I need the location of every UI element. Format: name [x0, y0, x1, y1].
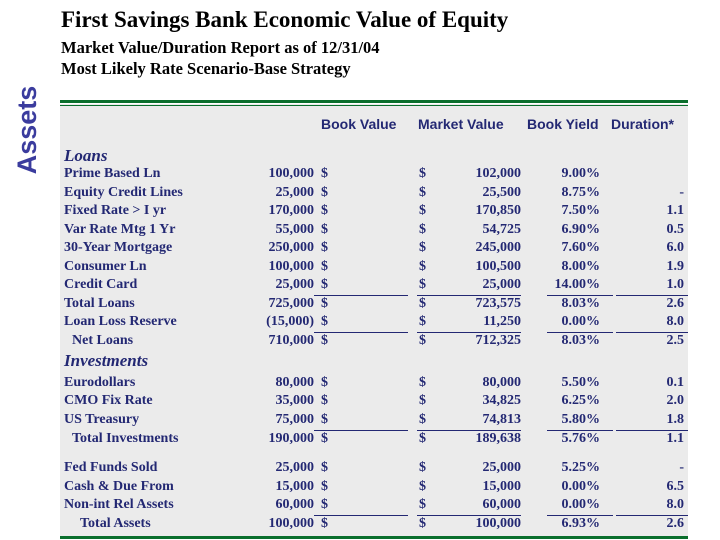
section-heading-investments: Investments: [64, 351, 149, 370]
cell-label: Consumer Ln: [64, 259, 147, 274]
cell-market-value: 245,000: [475, 240, 521, 255]
cell-market-value: 25,500: [482, 185, 521, 200]
cell-cur1: $: [321, 240, 328, 255]
cell-cur1: $: [321, 497, 328, 512]
cell-cur2: $: [419, 497, 426, 512]
cell-cur1: $: [321, 375, 328, 390]
cell-cur1: $: [321, 203, 328, 218]
cell-duration: 2.5: [666, 333, 684, 348]
total-underline: [314, 295, 408, 296]
cell-book-value: 60,000: [275, 497, 314, 512]
cell-cur1: $: [321, 296, 328, 311]
cell-duration: 0.5: [666, 222, 684, 237]
cell-label: Net Loans: [72, 333, 134, 348]
cell-book-yield: 5.50%: [561, 375, 600, 390]
cell-duration: 8.0: [666, 497, 684, 512]
cell-book-yield: 7.50%: [561, 203, 600, 218]
cell-market-value: 25,000: [482, 460, 521, 475]
cell-cur1: $: [321, 185, 328, 200]
cell-cur2: $: [419, 375, 426, 390]
cell-cur2: $: [419, 203, 426, 218]
table-row: [0, 222, 720, 241]
cell-book-value: 170,000: [268, 203, 314, 218]
subtitle-line-scenario: Most Likely Rate Scenario-Base Strategy: [61, 59, 351, 78]
cell-duration: 6.5: [666, 479, 684, 494]
cell-book-value: (15,000): [266, 314, 314, 329]
cell-book-value: 25,000: [275, 185, 314, 200]
cell-book-yield: 0.00%: [561, 497, 600, 512]
top-rule-thin: [60, 105, 688, 106]
cell-cur1: $: [321, 333, 328, 348]
table-row: [0, 375, 720, 394]
table-row: [0, 516, 720, 535]
cell-book-yield: 14.00%: [554, 277, 600, 292]
cell-book-value: 35,000: [275, 393, 314, 408]
cell-book-yield: 5.80%: [561, 412, 600, 427]
cell-market-value: 74,813: [482, 412, 521, 427]
cell-book-yield: 8.00%: [561, 259, 600, 274]
cell-market-value: 723,575: [475, 296, 521, 311]
cell-market-value: 80,000: [482, 375, 521, 390]
cell-duration: 1.9: [666, 259, 684, 274]
cell-duration: 8.0: [666, 314, 684, 329]
table-row: [0, 460, 720, 479]
total-underline: [547, 430, 613, 431]
cell-book-yield: 0.00%: [561, 314, 600, 329]
total-underline: [314, 430, 408, 431]
cell-cur1: $: [321, 431, 328, 446]
cell-market-value: 102,000: [475, 166, 521, 181]
cell-cur2: $: [419, 166, 426, 181]
cell-label: 30-Year Mortgage: [64, 240, 173, 255]
cell-book-value: 75,000: [275, 412, 314, 427]
cell-cur1: $: [321, 412, 328, 427]
cell-book-value: 100,000: [268, 259, 314, 274]
cell-duration: 1.1: [666, 203, 684, 218]
cell-market-value: 60,000: [482, 497, 521, 512]
cell-book-yield: 0.00%: [561, 479, 600, 494]
side-label-assets: Assets: [12, 85, 42, 175]
total-underline: [616, 295, 688, 296]
table-row: [0, 431, 720, 450]
total-underline: [314, 332, 408, 333]
total-underline: [417, 430, 521, 431]
cell-market-value: 189,638: [475, 431, 521, 446]
cell-label: Prime Based Ln: [64, 166, 161, 181]
cell-duration: 1.1: [666, 431, 684, 446]
cell-cur1: $: [321, 516, 328, 531]
table-row: [0, 333, 720, 352]
cell-label: Non-int Rel Assets: [64, 497, 174, 512]
page-title: First Savings Bank Economic Value of Equity: [61, 7, 509, 32]
cell-duration: 2.6: [666, 296, 684, 311]
cell-book-yield: 8.03%: [561, 296, 600, 311]
cell-book-value: 725,000: [268, 296, 314, 311]
cell-market-value: 100,500: [475, 259, 521, 274]
total-underline: [314, 515, 408, 516]
cell-book-value: 15,000: [275, 479, 314, 494]
cell-market-value: 170,850: [475, 203, 521, 218]
cell-book-yield: 8.75%: [561, 185, 600, 200]
table-row: [0, 296, 720, 315]
total-underline: [547, 332, 613, 333]
table-row: [0, 203, 720, 222]
cell-cur2: $: [419, 240, 426, 255]
section-heading-loans: Loans: [64, 146, 108, 165]
cell-cur2: $: [419, 277, 426, 292]
cell-duration: 6.0: [666, 240, 684, 255]
cell-cur1: $: [321, 314, 328, 329]
cell-cur2: $: [419, 393, 426, 408]
cell-book-yield: 7.60%: [561, 240, 600, 255]
total-underline: [547, 295, 613, 296]
cell-book-yield: 5.76%: [561, 431, 600, 446]
cell-label: Total Loans: [64, 296, 135, 311]
cell-duration: 2.6: [666, 516, 684, 531]
col-header-duration: Duration*: [611, 116, 674, 132]
cell-book-value: 250,000: [268, 240, 314, 255]
cell-duration: 1.8: [666, 412, 684, 427]
cell-cur2: $: [419, 516, 426, 531]
cell-label: CMO Fix Rate: [64, 393, 153, 408]
cell-cur2: $: [419, 431, 426, 446]
cell-cur2: $: [419, 222, 426, 237]
cell-duration: 2.0: [666, 393, 684, 408]
col-header-book-yield: Book Yield: [527, 116, 599, 132]
cell-cur1: $: [321, 259, 328, 274]
bottom-rule: [60, 536, 688, 539]
cell-book-yield: 6.25%: [561, 393, 600, 408]
cell-book-yield: 9.00%: [561, 166, 600, 181]
cell-book-value: 55,000: [275, 222, 314, 237]
cell-label: Credit Card: [64, 277, 138, 292]
table-row: [0, 412, 720, 431]
cell-cur1: $: [321, 277, 328, 292]
total-underline: [616, 332, 688, 333]
table-row: [0, 277, 720, 296]
cell-market-value: 15,000: [482, 479, 521, 494]
col-header-market-value: Market Value: [418, 116, 504, 132]
cell-book-yield: 8.03%: [561, 333, 600, 348]
total-underline: [616, 430, 688, 431]
cell-label: Fed Funds Sold: [64, 460, 158, 475]
cell-cur2: $: [419, 185, 426, 200]
cell-market-value: 712,325: [475, 333, 521, 348]
cell-label: Cash & Due From: [64, 479, 174, 494]
cell-cur1: $: [321, 222, 328, 237]
cell-label: US Treasury: [64, 412, 140, 427]
cell-cur2: $: [419, 460, 426, 475]
cell-cur2: $: [419, 314, 426, 329]
table-row: [0, 185, 720, 204]
page-subtitle: [61, 37, 380, 79]
table-row: [0, 166, 720, 185]
cell-book-value: 100,000: [268, 516, 314, 531]
cell-market-value: 34,825: [482, 393, 521, 408]
cell-duration: -: [679, 185, 684, 200]
cell-book-value: 80,000: [275, 375, 314, 390]
total-underline: [547, 515, 613, 516]
col-header-book-value: Book Value: [321, 116, 397, 132]
cell-label: Equity Credit Lines: [64, 185, 183, 200]
cell-book-value: 100,000: [268, 166, 314, 181]
cell-cur2: $: [419, 333, 426, 348]
cell-book-value: 25,000: [275, 460, 314, 475]
cell-cur1: $: [321, 460, 328, 475]
cell-cur1: $: [321, 166, 328, 181]
cell-label: Var Rate Mtg 1 Yr: [64, 222, 176, 237]
cell-market-value: 54,725: [482, 222, 521, 237]
cell-book-yield: 6.90%: [561, 222, 600, 237]
subtitle-line-report: Market Value/Duration Report as of 12/31/04: [61, 38, 380, 57]
cell-duration: 0.1: [666, 375, 684, 390]
cell-duration: 1.0: [666, 277, 684, 292]
cell-market-value: 11,250: [483, 314, 521, 329]
table-row: [0, 497, 720, 516]
cell-label: Total Assets: [80, 516, 151, 531]
cell-cur2: $: [419, 412, 426, 427]
table-row: [0, 240, 720, 259]
cell-cur2: $: [419, 296, 426, 311]
table-row: [0, 479, 720, 498]
cell-book-value: 190,000: [268, 431, 314, 446]
cell-book-yield: 6.93%: [561, 516, 600, 531]
cell-cur2: $: [419, 259, 426, 274]
cell-cur1: $: [321, 393, 328, 408]
cell-duration: -: [679, 460, 684, 475]
cell-label: Eurodollars: [64, 375, 136, 390]
table-row: [0, 393, 720, 412]
cell-book-value: 710,000: [268, 333, 314, 348]
top-rule: [60, 100, 688, 103]
table-row: [0, 259, 720, 278]
cell-market-value: 100,000: [475, 516, 521, 531]
cell-cur1: $: [321, 479, 328, 494]
cell-book-value: 25,000: [275, 277, 314, 292]
cell-label: Fixed Rate > I yr: [64, 203, 167, 218]
cell-label: Total Investments: [72, 431, 179, 446]
total-underline: [417, 295, 521, 296]
cell-label: Loan Loss Reserve: [64, 314, 177, 329]
total-underline: [417, 332, 521, 333]
total-underline: [417, 515, 521, 516]
total-underline: [616, 515, 688, 516]
cell-cur2: $: [419, 479, 426, 494]
cell-market-value: 25,000: [482, 277, 521, 292]
table-row: [0, 314, 720, 333]
cell-book-yield: 5.25%: [561, 460, 600, 475]
